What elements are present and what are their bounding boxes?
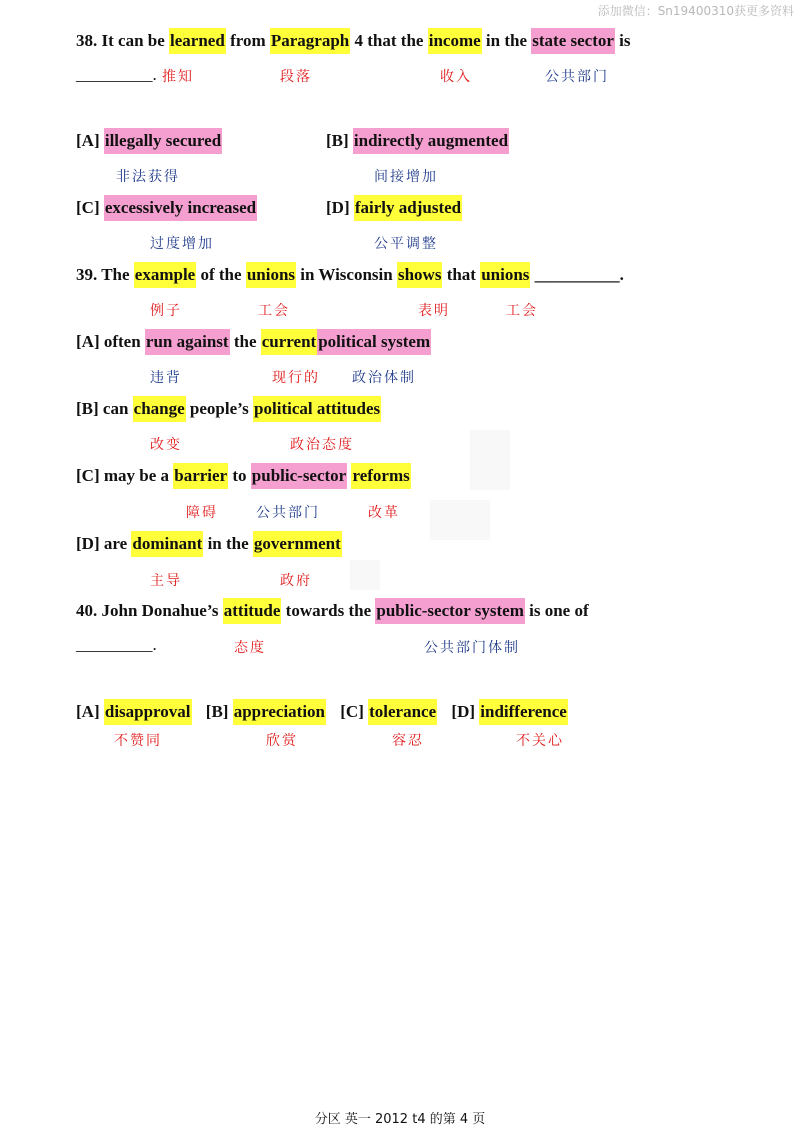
text: people’s — [185, 399, 254, 418]
note-tolerance: 容忍 — [392, 733, 424, 749]
highlight: run against — [145, 329, 230, 355]
question-38-blank: _________. — [76, 65, 157, 84]
note-political-attitude: 政治态度 — [290, 437, 354, 453]
highlight: indifference — [479, 699, 568, 725]
text: towards the — [281, 601, 376, 620]
note-fair: 公平调整 — [374, 236, 438, 252]
options-40 — [76, 699, 568, 725]
note-political-system: 政治体制 — [352, 370, 416, 386]
note-public-sector-2: 公共部门 — [256, 505, 320, 521]
option-label: [D] — [447, 702, 480, 721]
highlight: illegally secured — [104, 128, 222, 154]
highlight: barrier — [173, 463, 228, 489]
option-39-c — [76, 463, 411, 489]
text: that — [442, 265, 481, 284]
option-label: [B] — [201, 702, 233, 721]
option-label: [A] often — [76, 332, 145, 351]
option-38-b — [326, 128, 509, 154]
text: is one of — [524, 601, 589, 620]
highlight: state sector — [531, 28, 615, 54]
text: of the — [196, 265, 246, 284]
highlight: excessively increased — [104, 195, 257, 221]
note-government: 政府 — [280, 573, 312, 589]
highlight: indirectly augmented — [353, 128, 509, 154]
note-indirect: 间接增加 — [374, 169, 438, 185]
note-dominant: 主导 — [150, 573, 182, 589]
highlight: political system — [317, 329, 431, 355]
highlight: tolerance — [368, 699, 437, 725]
option-38-a — [76, 128, 222, 154]
text: from — [225, 31, 270, 50]
option-label: [D] are — [76, 534, 132, 553]
question-40-blank: _________. — [76, 635, 157, 654]
note-illegal: 非法获得 — [116, 169, 180, 185]
note-infer: 推知 — [162, 69, 194, 85]
text: the — [229, 332, 261, 351]
highlight: change — [133, 396, 186, 422]
text: 4 that the — [350, 31, 428, 50]
highlight: unions — [246, 262, 296, 288]
highlight: learned — [169, 28, 226, 54]
note-public-sector-system: 公共部门体制 — [424, 640, 520, 656]
note-current: 现行的 — [272, 370, 320, 386]
text: 38. It can be — [76, 31, 170, 50]
option-label: [C] — [76, 198, 104, 217]
highlight: example — [134, 262, 196, 288]
highlight: public-sector — [251, 463, 347, 489]
text: 40. John Donahue’s — [76, 601, 223, 620]
question-38-line — [76, 28, 631, 54]
highlight: attitude — [223, 598, 282, 624]
note-paragraph: 段落 — [280, 69, 312, 85]
text: in the — [203, 534, 253, 553]
highlight: public-sector system — [375, 598, 524, 624]
highlight: shows — [397, 262, 442, 288]
highlight: government — [253, 531, 342, 557]
text: to — [228, 466, 251, 485]
option-label: [A] — [76, 131, 104, 150]
ghost-artifact — [350, 560, 380, 590]
note-attitude: 态度 — [234, 640, 266, 656]
note-shows: 表明 — [418, 303, 450, 319]
option-label: [D] — [326, 198, 354, 217]
note-public-sector: 公共部门 — [545, 69, 609, 85]
text: in Wisconsin — [296, 265, 397, 284]
note-income: 收入 — [440, 69, 472, 85]
option-39-d — [76, 531, 342, 557]
question-40-line — [76, 598, 589, 624]
note-change: 改变 — [150, 437, 182, 453]
note-union-2: 工会 — [506, 303, 538, 319]
option-label: [B] — [326, 131, 353, 150]
option-39-a — [76, 329, 431, 355]
text: 39. The — [76, 265, 134, 284]
option-label: [C] — [336, 702, 369, 721]
highlight: reforms — [351, 463, 410, 489]
highlight: Paragraph — [270, 28, 350, 54]
highlight: income — [428, 28, 482, 54]
page-footer: 分区 英一 2012 t4 的第 4 页 — [314, 1112, 486, 1127]
note-disapproval: 不赞同 — [114, 733, 162, 749]
option-39-b — [76, 396, 381, 422]
note-union: 工会 — [258, 303, 290, 319]
highlight: political attitudes — [253, 396, 381, 422]
highlight: disapproval — [104, 699, 192, 725]
text: in the — [481, 31, 532, 50]
ghost-artifact — [470, 430, 510, 490]
note-excessive: 过度增加 — [150, 236, 214, 252]
watermark-text: 添加微信：Sn19400310获更多资料 — [597, 4, 794, 18]
option-38-c — [76, 195, 257, 221]
note-run-against: 违背 — [150, 370, 182, 386]
ghost-artifact — [430, 500, 490, 540]
note-indifference: 不关心 — [516, 733, 564, 749]
note-appreciation: 欣赏 — [266, 733, 298, 749]
option-label: [B] can — [76, 399, 133, 418]
option-38-d — [326, 195, 462, 221]
note-reform: 改革 — [368, 505, 400, 521]
text: __________. — [530, 265, 624, 284]
question-39-line — [76, 262, 624, 288]
highlight: dominant — [131, 531, 203, 557]
highlight: unions — [480, 262, 530, 288]
text: is — [614, 31, 631, 50]
option-label: [C] may be a — [76, 466, 174, 485]
highlight: current — [261, 329, 317, 355]
option-label: [A] — [76, 702, 104, 721]
note-barrier: 障碍 — [186, 505, 218, 521]
highlight: appreciation — [233, 699, 326, 725]
note-example: 例子 — [150, 303, 182, 319]
highlight: fairly adjusted — [354, 195, 462, 221]
